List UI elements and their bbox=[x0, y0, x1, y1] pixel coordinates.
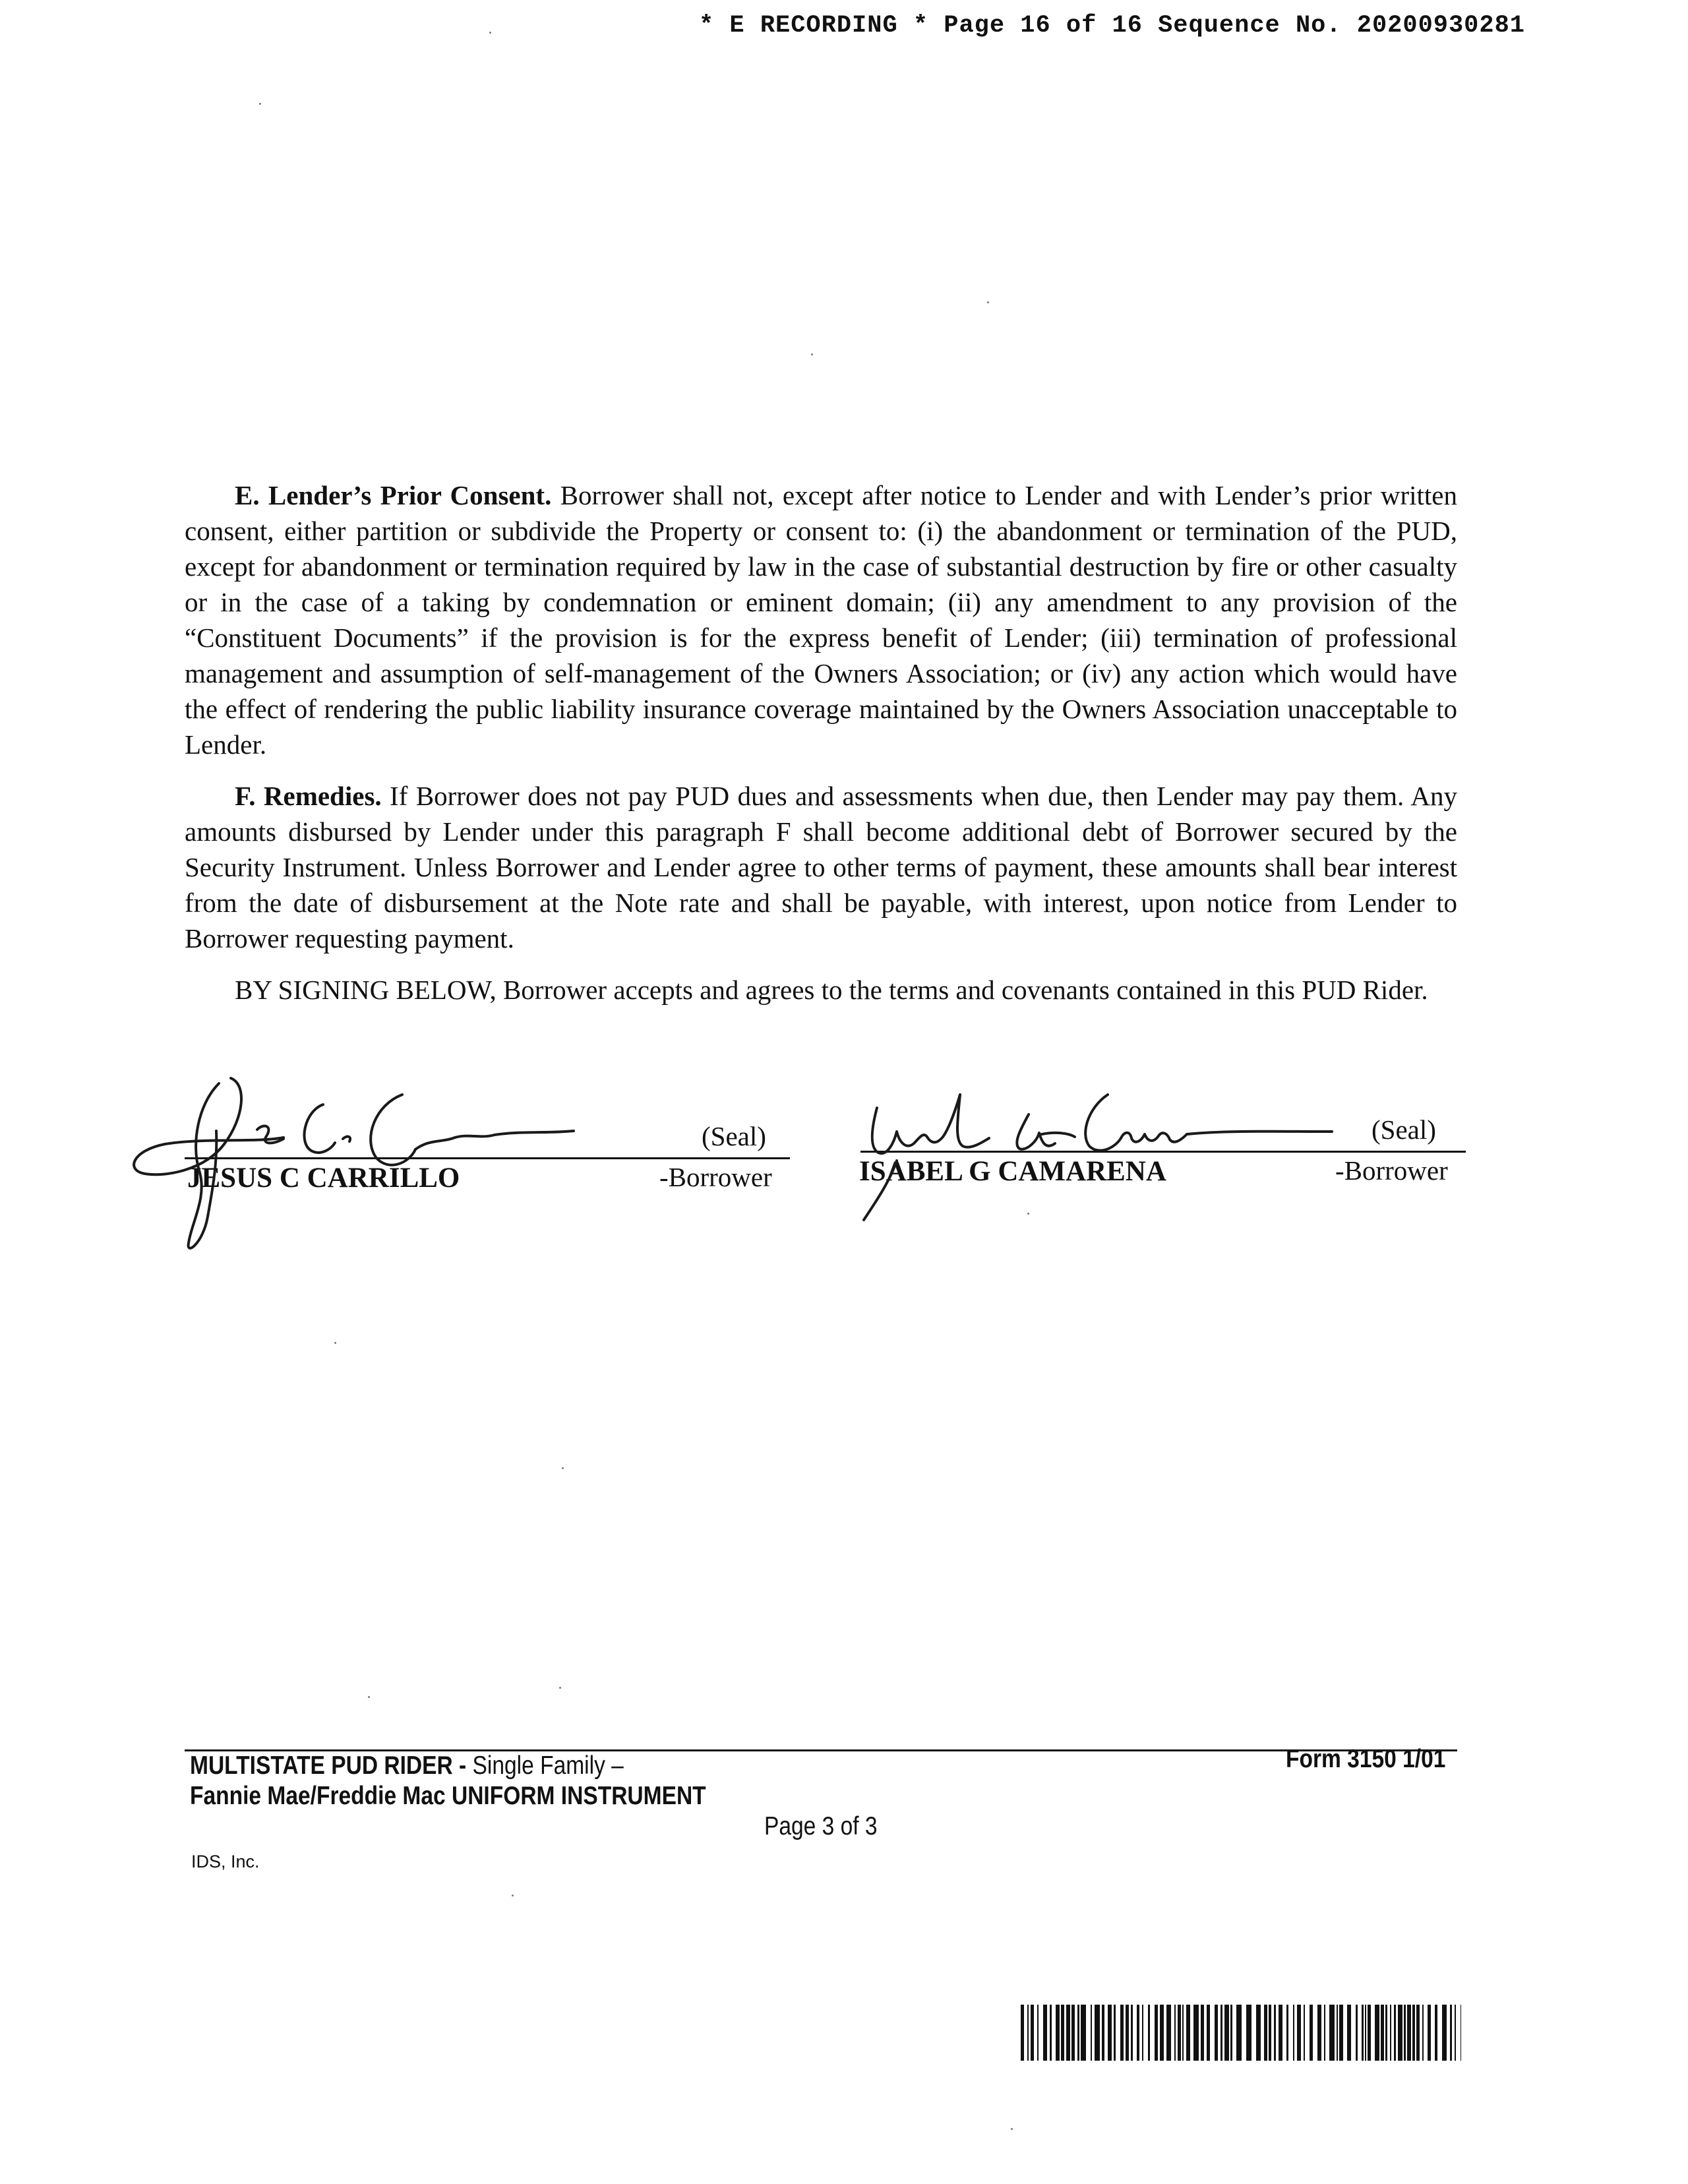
barcode-bar bbox=[1324, 2005, 1325, 2061]
barcode-bar bbox=[1375, 2005, 1379, 2061]
barcode bbox=[1021, 2005, 1462, 2061]
barcode-bar bbox=[1207, 2005, 1210, 2061]
borrower-2-role: -Borrower bbox=[1335, 1155, 1448, 1186]
scan-speck bbox=[1011, 2128, 1013, 2130]
barcode-bar bbox=[1385, 2005, 1387, 2061]
barcode-bar bbox=[1435, 2005, 1437, 2061]
recording-header: * E RECORDING * Page 16 of 16 Sequence No. 20200930281 bbox=[699, 12, 1525, 40]
barcode-bar bbox=[1286, 2005, 1288, 2061]
barcode-bar bbox=[1043, 2005, 1047, 2061]
barcode-bar bbox=[1279, 2005, 1282, 2061]
barcode-bar bbox=[1095, 2005, 1100, 2061]
form-title bbox=[190, 1751, 624, 1780]
borrower-2-name: ISABEL G CAMARENA bbox=[859, 1156, 1166, 1187]
barcode-bar bbox=[1178, 2005, 1181, 2061]
scan-speck bbox=[259, 103, 261, 105]
barcode-bar bbox=[1304, 2005, 1305, 2061]
scan-speck bbox=[811, 353, 813, 355]
barcode-bar bbox=[1310, 2005, 1313, 2061]
barcode-bar bbox=[1193, 2005, 1199, 2061]
barcode-bar bbox=[1091, 2005, 1092, 2061]
seal-label-borrower-1: (Seal) bbox=[702, 1121, 766, 1151]
barcode-bar bbox=[1455, 2005, 1456, 2061]
barcode-bar bbox=[1215, 2005, 1218, 2061]
scan-speck bbox=[368, 1696, 370, 1698]
paragraph-remedies bbox=[185, 778, 1457, 956]
barcode-bar bbox=[1061, 2005, 1064, 2061]
barcode-bar bbox=[1337, 2005, 1338, 2061]
barcode-bar bbox=[1224, 2005, 1229, 2061]
barcode-bar bbox=[1274, 2005, 1276, 2061]
form-title-rest: Single Family – bbox=[466, 1751, 624, 1780]
barcode-bar bbox=[1081, 2005, 1086, 2061]
signature-jesus-carrillo bbox=[125, 1065, 587, 1256]
barcode-bar bbox=[1148, 2005, 1150, 2061]
barcode-bar bbox=[1368, 2005, 1371, 2061]
barcode-bar bbox=[1412, 2005, 1415, 2061]
barcode-bar bbox=[1450, 2005, 1452, 2061]
barcode-bar bbox=[1131, 2005, 1133, 2061]
barcode-bar bbox=[1166, 2005, 1171, 2061]
scan-speck bbox=[512, 1895, 514, 1896]
barcode-bar bbox=[1416, 2005, 1420, 2061]
barcode-bar bbox=[1236, 2005, 1242, 2061]
barcode-bar bbox=[1182, 2005, 1184, 2061]
paragraph-lenders-prior-consent bbox=[185, 477, 1457, 762]
scan-speck bbox=[562, 1467, 564, 1469]
page-number: Page 3 of 3 bbox=[764, 1812, 878, 1840]
paragraph-text: BY SIGNING BELOW, Borrower accepts and agrees to the terms and covenants contained in this PUD Rider. bbox=[235, 975, 1428, 1005]
scan-speck bbox=[489, 32, 491, 34]
barcode-bar bbox=[1126, 2005, 1129, 2061]
barcode-bar bbox=[1329, 2005, 1335, 2061]
barcode-bar bbox=[1269, 2005, 1271, 2061]
paragraph-text: If Borrower does not pay PUD dues and assessments when due, then Lender may pay them. Any amounts disbursed by Lender under this paragraph F shall become additional debt of Borrower secured by the Security Instrument. Unless Borrower and Lender agree to other terms of payment, these amounts shall bear interest from the date of disbursement at the Note rate and shall be payable, with interest, upon notice from Lender to Borrower requesting payment. bbox=[185, 781, 1457, 954]
barcode-bar bbox=[1077, 2005, 1079, 2061]
seal-label-borrower-2: (Seal) bbox=[1372, 1114, 1436, 1145]
barcode-bar bbox=[1071, 2005, 1075, 2061]
barcode-bar bbox=[1339, 2005, 1343, 2061]
signature-isabel-camarena bbox=[831, 1068, 1424, 1227]
barcode-bar bbox=[1056, 2005, 1060, 2061]
paragraph-text: Borrower shall not, except after notice to Lender and with Lender’s prior written consent, either partition or subdivide the Property or consent to: (i) the abandonment or termination of the PUD, except for abandonment or termination required by law in the case of substantial destruction by fire or other casualty or in the case of a taking by condemnation or eminent domain; (ii) any amendment to any provision of the “Constituent Documents” if the provision is for the express benefit of Lender; (iii) termination of professional management and assumption of self-management of the Owners Association; or (iv) any action which would have the effect of rendering the public liability insurance coverage maintained by the Owners Association unacceptable to Lender. bbox=[185, 480, 1457, 760]
paragraph-signing-statement bbox=[185, 972, 1457, 1008]
barcode-bar bbox=[1404, 2005, 1406, 2061]
borrower-1-name: JESUS C CARRILLO bbox=[187, 1163, 460, 1194]
form-title-bold: MULTISTATE PUD RIDER - bbox=[190, 1751, 467, 1780]
barcode-bar bbox=[1066, 2005, 1070, 2061]
barcode-bar bbox=[1050, 2005, 1052, 2061]
rider-body bbox=[185, 477, 1457, 1023]
scan-speck bbox=[987, 301, 989, 303]
barcode-bar bbox=[1428, 2005, 1431, 2061]
barcode-bar bbox=[1114, 2005, 1116, 2061]
borrower-1-role: -Borrower bbox=[659, 1162, 772, 1192]
paragraph-heading: E. Lender’s Prior Consent. bbox=[235, 480, 552, 510]
vendor-label: IDS, Inc. bbox=[191, 1852, 260, 1871]
barcode-bar bbox=[1390, 2005, 1391, 2061]
barcode-bar bbox=[1102, 2005, 1104, 2061]
barcode-bar bbox=[1365, 2005, 1366, 2061]
barcode-bar bbox=[1362, 2005, 1364, 2061]
barcode-bar bbox=[1155, 2005, 1158, 2061]
barcode-bar bbox=[1264, 2005, 1267, 2061]
barcode-bar bbox=[1256, 2005, 1261, 2061]
barcode-bar bbox=[1037, 2005, 1039, 2061]
barcode-bar bbox=[1201, 2005, 1204, 2061]
barcode-bar bbox=[1407, 2005, 1411, 2061]
barcode-bar bbox=[1394, 2005, 1396, 2061]
barcode-bar bbox=[1398, 2005, 1402, 2061]
barcode-bar bbox=[1297, 2005, 1301, 2061]
barcode-bar bbox=[1317, 2005, 1321, 2061]
barcode-bar bbox=[1142, 2005, 1143, 2061]
scan-speck bbox=[334, 1342, 336, 1344]
barcode-bar bbox=[1160, 2005, 1164, 2061]
barcode-bar bbox=[1120, 2005, 1124, 2061]
barcode-bar bbox=[1108, 2005, 1112, 2061]
barcode-bar bbox=[1230, 2005, 1232, 2061]
barcode-bar bbox=[1356, 2005, 1358, 2061]
barcode-bar bbox=[1347, 2005, 1351, 2061]
barcode-bar bbox=[1293, 2005, 1294, 2061]
scan-speck bbox=[559, 1687, 561, 1689]
form-number: Form 3150 1/01 bbox=[1286, 1745, 1446, 1773]
barcode-bar bbox=[1246, 2005, 1251, 2061]
barcode-bar bbox=[1027, 2005, 1029, 2061]
barcode-bar bbox=[1442, 2005, 1447, 2061]
barcode-bar bbox=[1221, 2005, 1222, 2061]
paragraph-heading: F. Remedies. bbox=[235, 781, 382, 811]
barcode-bar bbox=[1021, 2005, 1024, 2061]
barcode-bar bbox=[1137, 2005, 1139, 2061]
form-subtitle: Fannie Mae/Freddie Mac UNIFORM INSTRUMENT bbox=[190, 1782, 706, 1810]
barcode-bar bbox=[1186, 2005, 1190, 2061]
barcode-bar bbox=[1422, 2005, 1424, 2061]
barcode-bar bbox=[1174, 2005, 1176, 2061]
barcode-bar bbox=[1031, 2005, 1034, 2061]
barcode-bar bbox=[1381, 2005, 1384, 2061]
